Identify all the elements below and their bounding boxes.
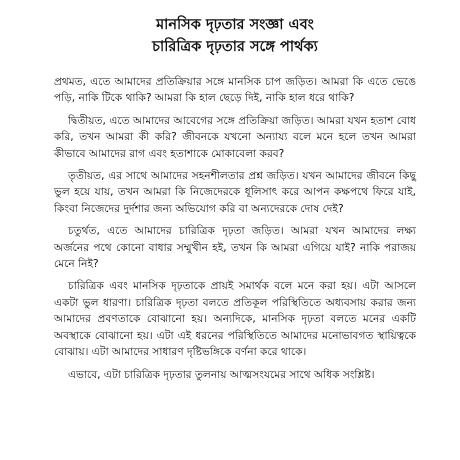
paragraph-3: তৃতীয়ত, এর সাথে আমাদের সহনশীলতার প্রশ্ন জড়িত। যখন আমাদের জীবনে কিছু ভুল হয়ে যায়, তখন আমরা কি নিজেদেরকে ধূলিসাৎ করে আপন কক্ষপথে ফিরে যাই, কিংবা নিজেদের দুর্দশার জন্য অভিযোগ করি বা অন্যদেরকে দোষ দেই? (54, 170, 416, 215)
paragraph-1: প্রথমত, এতে আমাদের প্রতিক্রিয়ার সঙ্গে মানসিক চাপ জড়িত। আমরা কি এতে ভেঙে পড়ি, নাকি টিকে থাকি? আমরা কি হাল ছেড়ে দিই, নাকি হাল ধরে থাকি? (54, 76, 416, 105)
paragraph-5: চারিত্রিক এবং মানসিক দৃঢ়তাকে প্রায়ই সমার্থক বলে মনে করা হয়। এটা আসলে একটা ভুল ধারণা। চারিত্রিক দৃঢ়তা বলতে প্রতিকূল পরিস্থিতিতে অধ্যবসায় করার জন্য আমাদের প্রবণতাকে বোঝানো হয়। অন্যদিকে, মানসিক দৃঢ়তা বলতে মনের একটি অবস্থাকে বোঝানো হয়। এটা এই ধরনের পরিস্থিতিতে আমাদের মনোভাবগত স্থায়িত্বকে বোঝায়। এটা আমাদের সাধারণ দৃষ্টিভঙ্গিকে বর্ণনা করে থাকে। (54, 280, 416, 359)
paragraph-2: দ্বিতীয়ত, এতে আমাদের আবেগের সঙ্গে প্রতিক্রিয়া জড়িত। আমরা যখন হতাশ বোধ করি, তখন আমরা কী করি? জীবনকে যখনো অন্যায্য বলে মনে হলে তখন আমরা কীভাবে আমাদের রাগ এবং হতাশাকে মোকাবেলা করব? (54, 114, 416, 160)
paragraph-4: চতুর্থত, এতে আমাদের চারিত্রিক দৃঢ়তা জড়িত। আমরা যখন আমাদের লক্ষ্য অর্জনের পথে কোনো বাধার সম্মুখীন হই, তখন কি আমরা এগিয়ে যাই? নাকি পরাজয় মেনে নিই? (54, 225, 416, 271)
chapter-title-line-1: মানসিক দৃঢ়তার সংজ্ঞা এবং (156, 17, 314, 33)
chapter-title (54, 14, 416, 58)
paragraph-6: এভাবে, এটা চারিত্রিক দৃঢ়তার তুলনায় আত্মসংযমের সাথে অধিক সংশ্লিষ্ট। (68, 368, 375, 381)
chapter-title-line-2: চারিত্রিক দৃঢ়তার সঙ্গে পার্থক্য (152, 39, 318, 55)
